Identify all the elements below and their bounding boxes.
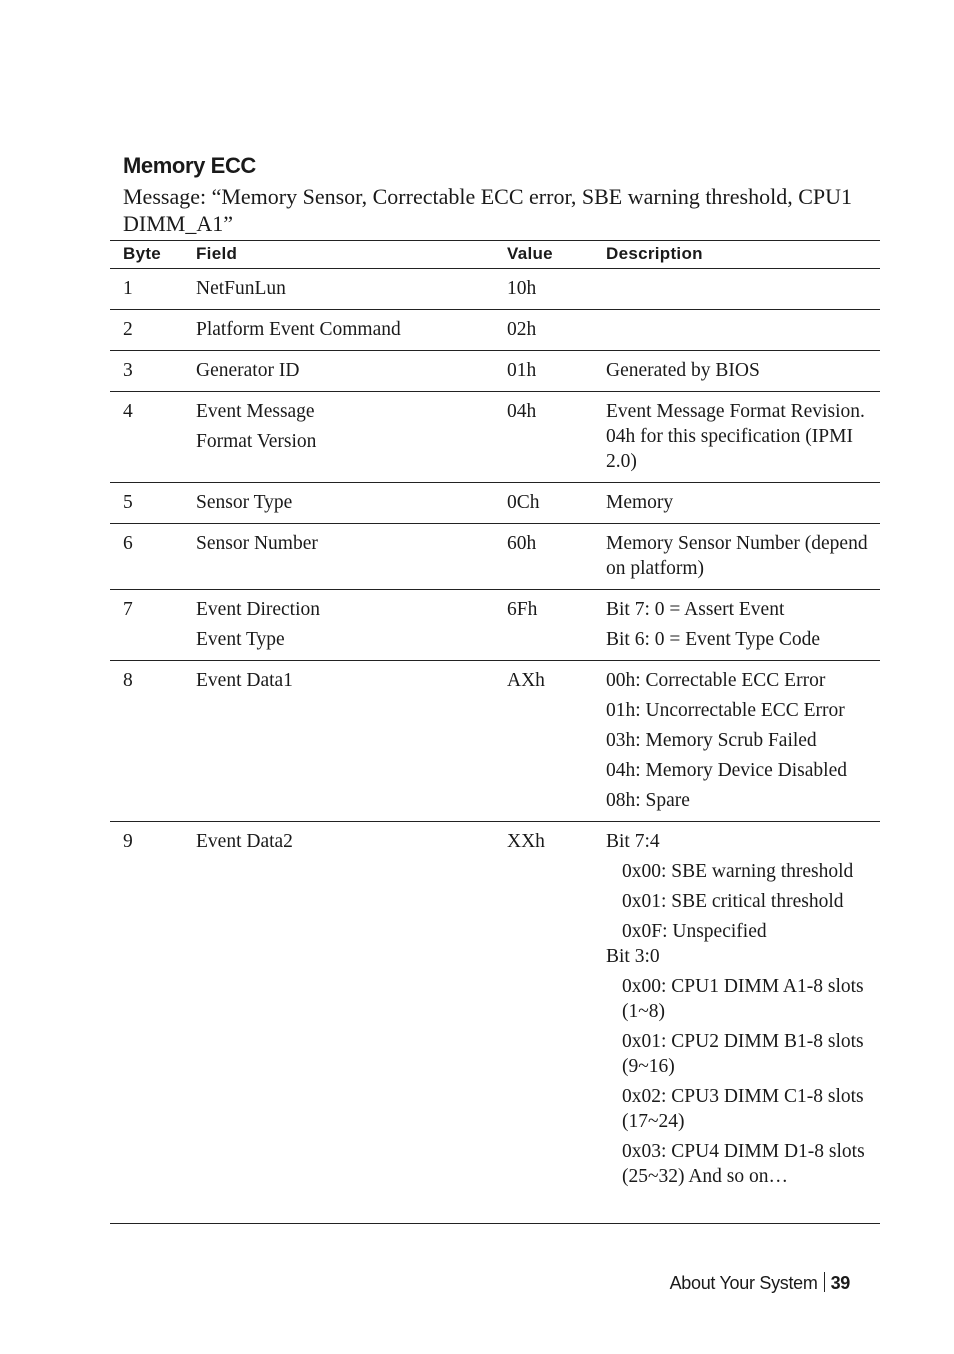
cell-byte: 8 [110, 661, 183, 822]
cell-value: 02h [494, 310, 593, 351]
description-line: 03h: Memory Scrub Failed [606, 730, 817, 751]
field-line: NetFunLun [196, 278, 286, 299]
table-row [110, 351, 880, 392]
table-row [110, 822, 880, 1224]
description-bit-value: 0x01: SBE critical threshold [622, 891, 844, 912]
cell-field [183, 483, 494, 524]
description-bit-value: 0x00: SBE warning threshold [622, 861, 854, 882]
description-line: Bit 7: 0 = Assert Event [606, 599, 785, 620]
cell-byte: 9 [110, 822, 183, 1224]
table-row [110, 310, 880, 351]
section-title: Memory ECC [123, 153, 256, 178]
description-bit-heading: Bit 7:4 [606, 831, 660, 852]
table-header-row [110, 241, 880, 269]
cell-field [183, 661, 494, 822]
cell-field [183, 524, 494, 590]
cell-description [593, 483, 880, 524]
cell-value: AXh [494, 661, 593, 822]
field-line: Event Data1 [196, 670, 293, 691]
cell-value: 10h [494, 269, 593, 310]
cell-description [593, 351, 880, 392]
header-description: Description [593, 241, 880, 269]
header-byte: Byte [110, 241, 183, 269]
description-line: Bit 6: 0 = Event Type Code [606, 629, 821, 650]
page-footer [670, 1272, 850, 1294]
cell-field [183, 310, 494, 351]
cell-byte: 1 [110, 269, 183, 310]
field-line: Format Version [196, 431, 317, 452]
description-bit-value: 0x03: CPU4 DIMM D1-8 slots (25~32) And so on… [622, 1141, 865, 1187]
event-data-table [110, 240, 880, 1224]
description-bit-heading: Bit 3:0 [606, 946, 660, 967]
description-line: Memory [606, 492, 674, 513]
description-line: Event Message Format Revision. 04h for this specification (IPMI 2.0) [606, 401, 865, 472]
table-row [110, 269, 880, 310]
table-row [110, 483, 880, 524]
cell-value: XXh [494, 822, 593, 1224]
cell-field [183, 269, 494, 310]
cell-field [183, 590, 494, 661]
cell-byte: 6 [110, 524, 183, 590]
cell-description [593, 524, 880, 590]
cell-description [593, 392, 880, 483]
table-row [110, 524, 880, 590]
footer-section-name: About Your System [669, 1273, 818, 1293]
field-line: Event Data2 [196, 831, 293, 852]
description-bit-value: 0x02: CPU3 DIMM C1-8 slots (17~24) [622, 1086, 864, 1132]
cell-byte: 7 [110, 590, 183, 661]
field-line: Platform Event Command [196, 319, 401, 340]
description-bit-value: 0x01: CPU2 DIMM B1-8 slots (9~16) [622, 1031, 864, 1077]
cell-value: 0Ch [494, 483, 593, 524]
field-line: Event Type [196, 629, 285, 650]
field-line: Generator ID [196, 360, 300, 381]
description-line: Generated by BIOS [606, 360, 760, 381]
cell-description [593, 269, 880, 310]
header-value: Value [494, 241, 593, 269]
cell-description [593, 822, 880, 1224]
cell-byte: 5 [110, 483, 183, 524]
description-bit-value: 0x0F: Unspecified [622, 921, 767, 942]
field-line: Sensor Type [196, 492, 293, 513]
table-row [110, 590, 880, 661]
description-line: Memory Sensor Number (depend on platform) [606, 533, 868, 579]
event-message: Message: “Memory Sensor, Correctable ECC error, SBE warning threshold, CPU1 DIMM_A1” [123, 184, 852, 236]
description-line: 08h: Spare [606, 790, 690, 811]
footer-separator [824, 1272, 825, 1292]
description-line: 04h: Memory Device Disabled [606, 760, 847, 781]
table-row [110, 661, 880, 822]
cell-description [593, 310, 880, 351]
description-bit-value: 0x00: CPU1 DIMM A1-8 slots (1~8) [622, 976, 864, 1022]
cell-description [593, 661, 880, 822]
description-line: 01h: Uncorrectable ECC Error [606, 700, 845, 721]
table-row [110, 392, 880, 483]
page-number: 39 [830, 1273, 850, 1293]
cell-value: 60h [494, 524, 593, 590]
cell-field [183, 392, 494, 483]
field-line: Event Message [196, 401, 315, 422]
header-field: Field [183, 241, 494, 269]
table-body [110, 269, 880, 1224]
cell-field [183, 351, 494, 392]
cell-byte: 3 [110, 351, 183, 392]
cell-description [593, 590, 880, 661]
cell-value: 6Fh [494, 590, 593, 661]
cell-byte: 2 [110, 310, 183, 351]
cell-byte: 4 [110, 392, 183, 483]
cell-value: 01h [494, 351, 593, 392]
field-line: Sensor Number [196, 533, 318, 554]
cell-value: 04h [494, 392, 593, 483]
field-line: Event Direction [196, 599, 320, 620]
description-line: 00h: Correctable ECC Error [606, 670, 826, 691]
cell-field [183, 822, 494, 1224]
